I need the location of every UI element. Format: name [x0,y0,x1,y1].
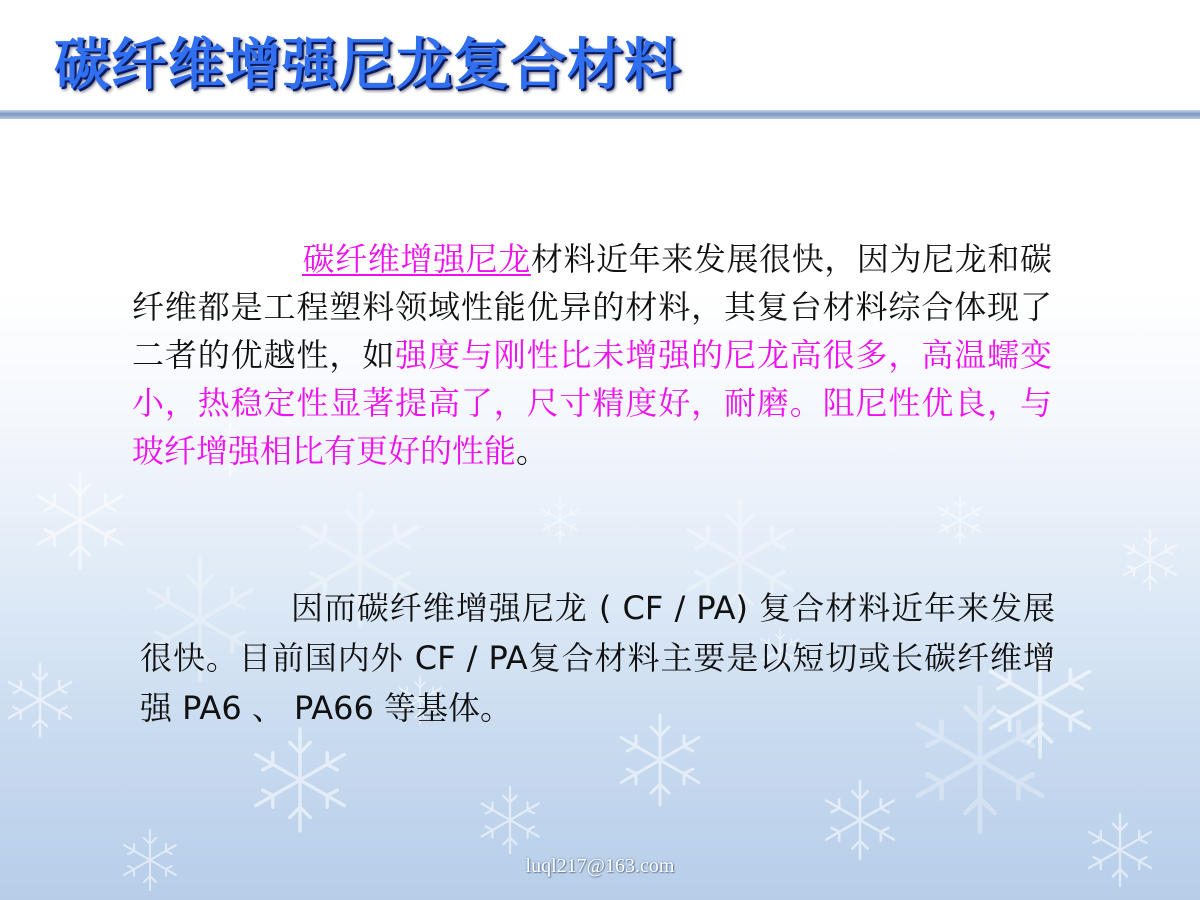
paragraph-2-body: 因而碳纤维增强尼龙 ( CF / PA) 复合材料近年来发展很快。目前国内外 CF / PA复合材料主要是以短切或长碳纤维增强 PA6 、 PA66 等基体。 [140,589,1055,727]
paragraph-1-end: 。 [516,432,549,470]
paragraph-1 [132,235,1052,475]
title-divider [0,110,1200,119]
slide-title: 碳纤维增强尼龙复合材料 [54,33,681,98]
footer-email: luql217@163.com [525,855,675,877]
paragraph-1-body: 材料近年来发展很快，因为尼龙和碳纤维都是工程塑料领域性能优异的材料，其复台材料综合体现了二者的优越性，如 [132,240,1052,374]
paragraph-2 [140,583,1055,733]
paragraph-1-highlight: 强度与刚性比未增强的尼龙高很多，高温蠕变小，热稳定性显著提高了，尺寸精度好，耐磨。阻尼性优良，与玻纤增强相比有更好的性能 [132,336,1052,470]
highlight-term-link[interactable]: 碳纤维增强尼龙 [302,240,531,278]
